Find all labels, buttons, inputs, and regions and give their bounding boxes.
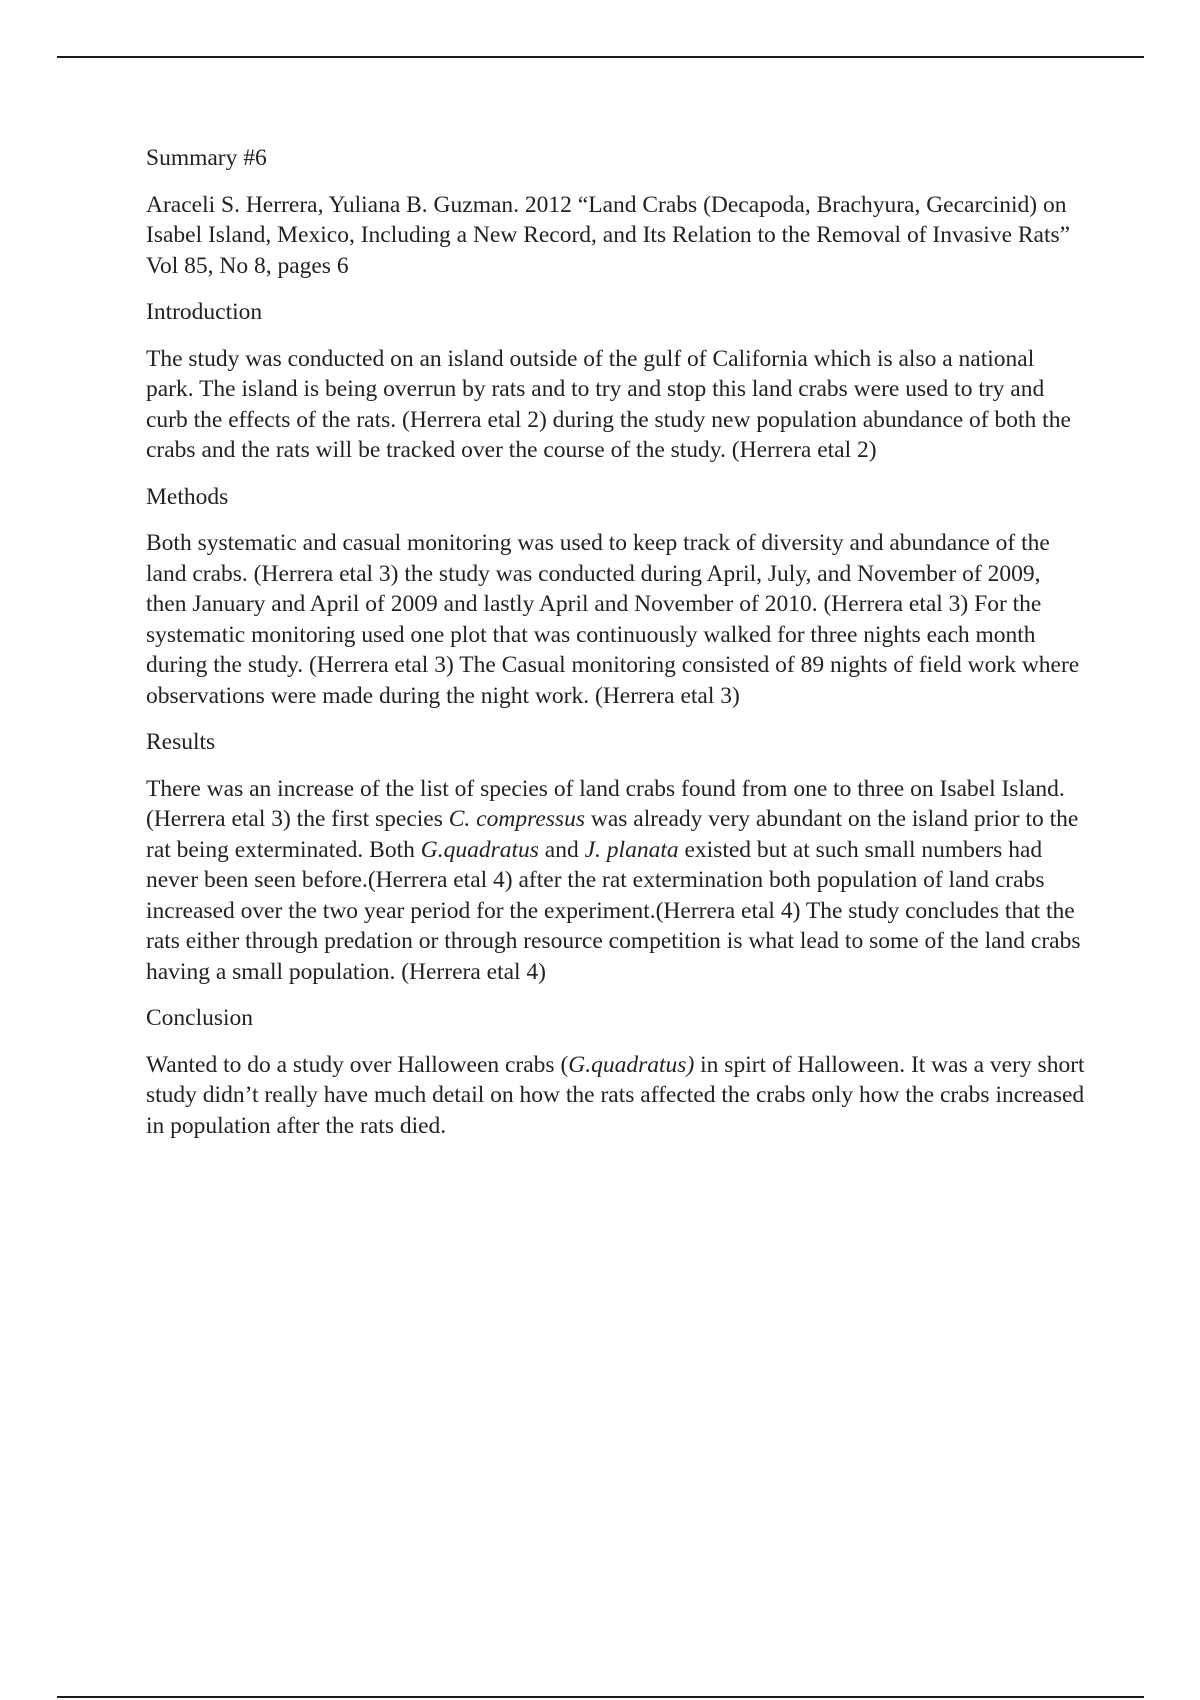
top-rule [57,56,1144,58]
species-name: J. planata [584,836,679,863]
methods-heading: Methods [146,483,229,510]
methods-text: Both systematic and casual monitoring was used to keep track of diversity and abundance of the land crabs. (Herrera etal 3) the study was conducted during April, July, and November of 2009, then January and April of 2009 and lastly April and November of 2010. (Herrera etal 3) For the systematic monitoring used one plot that was continuously walked for three nights each month during the study. (Herrera etal 3) The Casual monitoring consisted of 89 nights of field work where observations were made during the night work. (Herrera etal 3) [146,530,1080,709]
document-title: Summary #6 [146,145,267,171]
species-name: C. compressus [448,806,585,832]
results-text-part: There was an increase of the list of species of land crabs found from one to three on Isabel Island. (Herrera etal 3) the first species [146,775,1065,832]
species-name: G.quadratus) [568,1051,695,1078]
introduction-text: The study was conducted on an island outside of the gulf of California which is also a national park. The island is being overrun by rats and to try and stop this land crabs were used to try and curb the effects of the rats. (Herrera etal 2) during the study new population abundance of both the crabs and the rats will be tracked over the course of the study. (Herrera etal 2) [146,345,1071,463]
conclusion-text-part: in spirt of Halloween. It was a very short study didn’t really have much detail on how the rats affected the crabs only how the crabs increased in population after the rats died. [146,1051,1085,1139]
results-heading: Results [146,729,216,755]
conclusion-text [146,1050,1086,1142]
bottom-rule [57,1696,1144,1698]
results-text-part: and [538,836,585,863]
results-text-part: was already very abundant on the island prior to the rat being exterminated. Both [146,806,1079,863]
introduction-heading: Introduction [146,299,263,325]
conclusion-text-part: Wanted to do a study over Halloween crabs ( [146,1051,569,1078]
citation: Araceli S. Herrera, Yuliana B. Guzman. 2012 “Land Crabs (Decapoda, Brachyura, Gecarcinid) on Isabel Island, Mexico, Including a New Record, and Its Relation to the Removal of Invasive Rats” Vol 85, No 8, pages 6 [146,191,1071,279]
results-text-part: existed but at such small numbers had never been seen before.(Herrera etal 4) after the rat extermination both population of land crabs increased over the two year period for the experiment.(Herrera etal 4) The study concludes that the rats either through predation or through resource competition is what lead to some of the land crabs having a small population. (Herrera etal 4) [146,836,1081,985]
document-body [146,143,1086,1157]
conclusion-heading: Conclusion [146,1005,254,1031]
results-text [146,774,1086,988]
species-name: G.quadratus [420,836,539,863]
